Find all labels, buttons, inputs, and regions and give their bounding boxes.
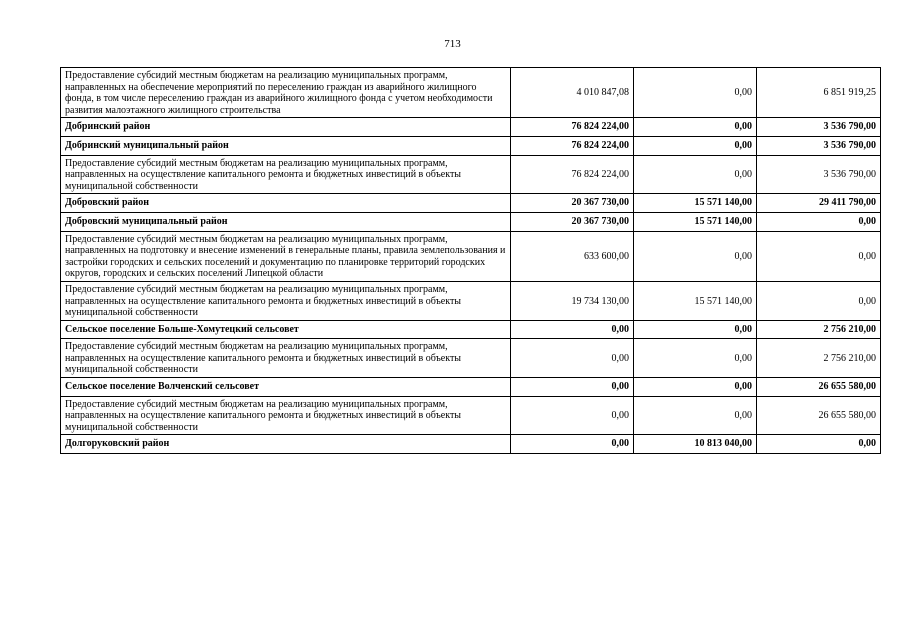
table-row (61, 194, 881, 213)
row-value-2-cell: 0,00 (634, 378, 757, 397)
table-row (61, 212, 881, 231)
row-name-cell: Предоставление субсидий местным бюджетам на реализацию муниципальных программ, направленных на осуществление капитального ремонта и бюджетных инвестиций в объекты муниципальной собственности (61, 155, 511, 194)
row-name-cell: Добровский район (61, 194, 511, 213)
row-name-cell: Сельское поселение Волченский сельсовет (61, 378, 511, 397)
row-value-1-cell: 20 367 730,00 (511, 212, 634, 231)
row-value-1-cell: 0,00 (511, 396, 634, 435)
row-name-cell: Предоставление субсидий местным бюджетам на реализацию муниципальных программ, направленных на осуществление капитального ремонта и бюджетных инвестиций в объекты муниципальной собственности (61, 281, 511, 320)
row-name-cell: Предоставление субсидий местным бюджетам на реализацию муниципальных программ, направленных на подготовку и внесение изменений в генеральные планы, правила землепользования и застройки городских и сельских поселений и документацию по планировке территорий городских округов, городских и сельских поселений Липецкой области (61, 231, 511, 281)
row-value-1-cell: 76 824 224,00 (511, 155, 634, 194)
row-value-3-cell: 29 411 790,00 (757, 194, 881, 213)
row-value-3-cell: 2 756 210,00 (757, 320, 881, 339)
row-value-3-cell: 3 536 790,00 (757, 155, 881, 194)
row-name-cell: Предоставление субсидий местным бюджетам на реализацию муниципальных программ, направленных на обеспечение мероприятий по переселению граждан из аварийного жилищного фонда, в том числе переселению граждан из аварийного жилищного фонда с учетом необходимости развития малоэтажного жилищного строительства (61, 68, 511, 118)
row-value-3-cell: 6 851 919,25 (757, 68, 881, 118)
row-name-cell: Предоставление субсидий местным бюджетам на реализацию муниципальных программ, направленных на осуществление капитального ремонта и бюджетных инвестиций в объекты муниципальной собственности (61, 339, 511, 378)
row-value-2-cell: 0,00 (634, 231, 757, 281)
row-value-2-cell: 0,00 (634, 155, 757, 194)
row-value-3-cell: 0,00 (757, 281, 881, 320)
row-value-2-cell: 10 813 040,00 (634, 435, 757, 454)
page-number: 713 (444, 38, 461, 50)
row-value-2-cell: 15 571 140,00 (634, 281, 757, 320)
table-row (61, 118, 881, 137)
table-row (61, 155, 881, 194)
row-value-1-cell: 4 010 847,08 (511, 68, 634, 118)
table-row (61, 136, 881, 155)
table-row (61, 231, 881, 281)
row-value-2-cell: 15 571 140,00 (634, 194, 757, 213)
budget-table-body (61, 68, 881, 454)
table-row (61, 68, 881, 118)
row-name-cell: Добровский муниципальный район (61, 212, 511, 231)
row-value-1-cell: 76 824 224,00 (511, 118, 634, 137)
row-value-3-cell: 3 536 790,00 (757, 136, 881, 155)
row-value-3-cell: 26 655 580,00 (757, 396, 881, 435)
row-value-1-cell: 76 824 224,00 (511, 136, 634, 155)
budget-table (60, 67, 881, 454)
row-value-2-cell: 0,00 (634, 320, 757, 339)
row-name-cell: Добринский район (61, 118, 511, 137)
row-name-cell: Долгоруковский район (61, 435, 511, 454)
row-value-1-cell: 0,00 (511, 378, 634, 397)
row-value-2-cell: 0,00 (634, 339, 757, 378)
row-value-1-cell: 20 367 730,00 (511, 194, 634, 213)
table-row (61, 396, 881, 435)
table-row (61, 435, 881, 454)
row-value-2-cell: 0,00 (634, 118, 757, 137)
row-name-cell: Сельское поселение Больше-Хомутецкий сельсовет (61, 320, 511, 339)
row-value-2-cell: 0,00 (634, 396, 757, 435)
row-value-1-cell: 0,00 (511, 320, 634, 339)
row-value-1-cell: 0,00 (511, 339, 634, 378)
row-value-2-cell: 0,00 (634, 136, 757, 155)
table-row (61, 378, 881, 397)
table-row (61, 339, 881, 378)
row-value-3-cell: 3 536 790,00 (757, 118, 881, 137)
row-value-3-cell: 0,00 (757, 231, 881, 281)
row-value-2-cell: 0,00 (634, 68, 757, 118)
row-value-3-cell: 0,00 (757, 212, 881, 231)
row-name-cell: Добринский муниципальный район (61, 136, 511, 155)
row-value-3-cell: 0,00 (757, 435, 881, 454)
row-value-2-cell: 15 571 140,00 (634, 212, 757, 231)
row-value-3-cell: 2 756 210,00 (757, 339, 881, 378)
row-name-cell: Предоставление субсидий местным бюджетам на реализацию муниципальных программ, направленных на осуществление капитального ремонта и бюджетных инвестиций в объекты муниципальной собственности (61, 396, 511, 435)
row-value-1-cell: 633 600,00 (511, 231, 634, 281)
row-value-3-cell: 26 655 580,00 (757, 378, 881, 397)
row-value-1-cell: 0,00 (511, 435, 634, 454)
table-row (61, 320, 881, 339)
table-row (61, 281, 881, 320)
row-value-1-cell: 19 734 130,00 (511, 281, 634, 320)
